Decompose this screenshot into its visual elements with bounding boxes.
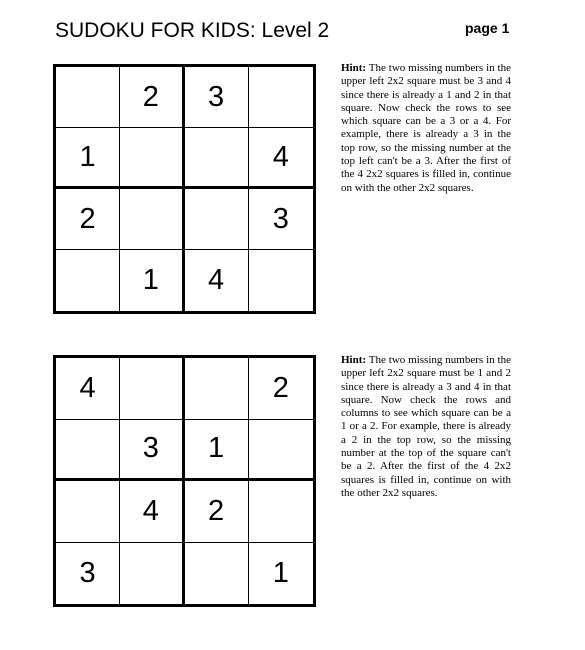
sudoku-cell[interactable]	[185, 128, 249, 189]
sudoku-cell[interactable]: 3	[120, 420, 184, 482]
sudoku-cell[interactable]	[185, 189, 249, 250]
sudoku-cell[interactable]	[56, 250, 120, 311]
sudoku-cell[interactable]: 4	[249, 128, 313, 189]
sudoku-cell[interactable]: 2	[185, 481, 249, 543]
sudoku-cell[interactable]: 3	[56, 543, 120, 605]
sudoku-cell[interactable]: 4	[185, 250, 249, 311]
sudoku-cell[interactable]	[249, 420, 313, 482]
sudoku-cell[interactable]	[249, 481, 313, 543]
sudoku-cell[interactable]: 2	[56, 189, 120, 250]
sudoku-cell[interactable]: 3	[185, 67, 249, 128]
sudoku-cell[interactable]	[120, 543, 184, 605]
page-number: page 1	[465, 20, 510, 36]
sudoku-cell[interactable]	[56, 481, 120, 543]
sudoku-cell[interactable]: 1	[120, 250, 184, 311]
hint-label: Hint:	[341, 62, 367, 74]
sudoku-grid-1	[53, 64, 316, 314]
sudoku-cell[interactable]	[249, 67, 313, 128]
sudoku-cell[interactable]	[185, 358, 249, 420]
sudoku-cell[interactable]: 2	[249, 358, 313, 420]
sudoku-cell[interactable]: 3	[249, 189, 313, 250]
sudoku-cell[interactable]: 4	[120, 481, 184, 543]
hint-label: Hint:	[341, 354, 367, 366]
sudoku-cell[interactable]	[120, 189, 184, 250]
hint-2	[341, 354, 511, 500]
sudoku-cell[interactable]: 1	[272, 556, 289, 589]
sudoku-cell[interactable]: 4	[56, 358, 120, 420]
sudoku-cell[interactable]	[249, 250, 313, 311]
sudoku-cell[interactable]	[56, 67, 120, 128]
hint-text: The two missing numbers in the upper left 2x2 square must be 1 and 2 since there is already a 3 and 4 in that square. Now check the rows and columns to see which square can be a 1 or a 2. For example, there is already a 2 in the top row, so the missing number at the top of the square can't be a 2. After the first of the 4 2x2 squares is filled in, continue on with the other 2x2 squares.	[341, 354, 511, 499]
hint-1	[341, 62, 511, 195]
sudoku-cell[interactable]	[185, 543, 249, 605]
sudoku-cell[interactable]: 2	[120, 67, 184, 128]
sudoku-cell[interactable]	[120, 128, 184, 189]
hint-text: The two missing numbers in the upper left 2x2 square must be 3 and 4 since there is already a 1 and 2 in that square. Now check the rows to see which square can be a 3 or a 4. For example, there is already a 3 in the top row, so the missing number at the top left can't be a 3. After the first of the 4 2x2 squares is filled in, continue on with the other 2x2 squares.	[341, 62, 511, 194]
sudoku-cell[interactable]	[120, 358, 184, 420]
sudoku-cell[interactable]: 1	[56, 128, 120, 189]
sudoku-cell[interactable]: 1	[185, 420, 249, 482]
page-title: SUDOKU FOR KIDS: Level 2	[55, 19, 330, 42]
sudoku-cell[interactable]	[56, 420, 120, 482]
sudoku-grid-2	[53, 355, 316, 607]
